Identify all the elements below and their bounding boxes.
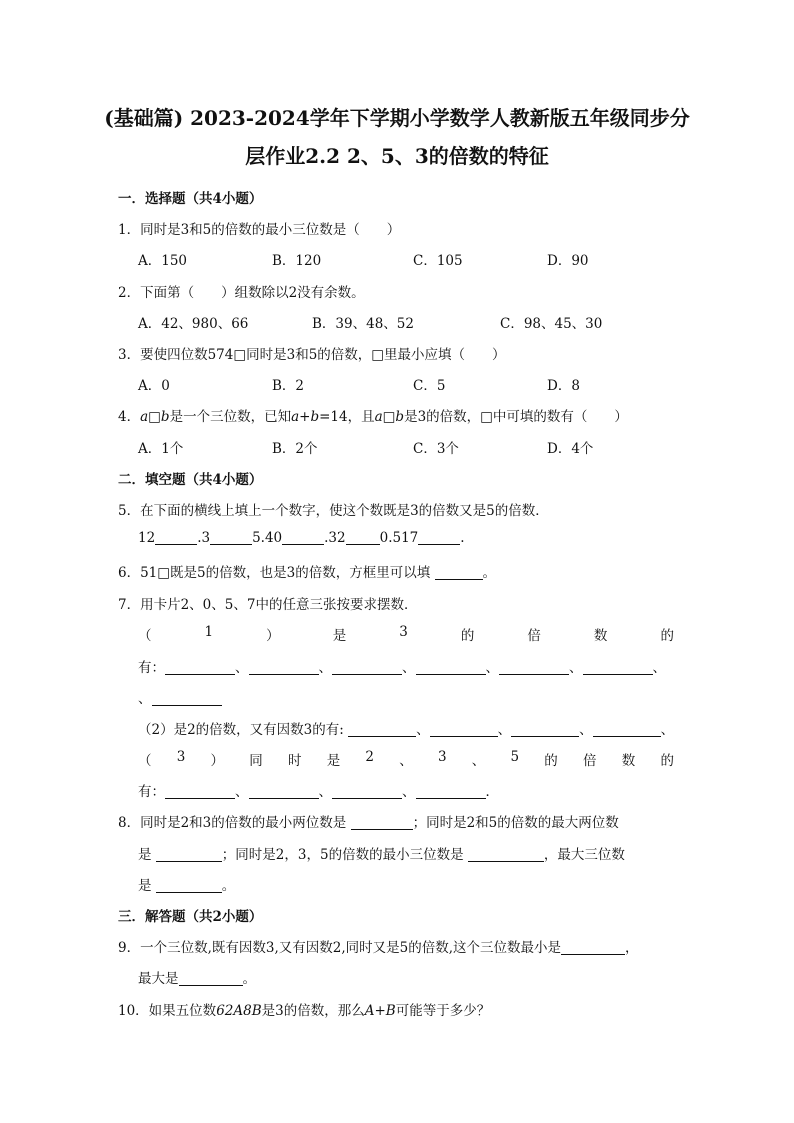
answer-blank[interactable] xyxy=(583,660,653,675)
option-a: A．1个 xyxy=(138,441,184,457)
answer-blank[interactable] xyxy=(416,660,486,675)
answer-blank[interactable] xyxy=(430,722,498,737)
option-d: D．90 xyxy=(547,253,589,269)
answer-blank[interactable] xyxy=(165,660,235,675)
answer-blank[interactable] xyxy=(416,784,486,799)
answer-blank[interactable] xyxy=(418,530,460,545)
answer-blank[interactable] xyxy=(332,784,402,799)
option-b: B．39、48、52 xyxy=(312,316,414,332)
question-3-options xyxy=(138,374,678,394)
question-7-part-1-overflow: 、 xyxy=(138,687,698,707)
answer-blank[interactable] xyxy=(165,784,235,799)
answer-blank[interactable] xyxy=(348,722,416,737)
answer-blank[interactable] xyxy=(155,530,197,545)
answer-blank[interactable] xyxy=(332,660,402,675)
option-c: C．105 xyxy=(413,253,463,269)
question-5-blanks: 12 .3 5.40 .32 0.517 . xyxy=(138,530,465,546)
option-d: D．4个 xyxy=(547,441,594,457)
question-3-stem: 3．要使四位数574□同时是3和5的倍数，□里最小应填（ ） xyxy=(118,347,506,363)
option-c: C．98、45、30 xyxy=(500,316,603,332)
question-6-stem: 6．51□既是5的倍数，也是3的倍数，方框里可以填 。 xyxy=(118,565,496,581)
answer-blank[interactable] xyxy=(351,815,413,830)
option-c: C．3个 xyxy=(413,441,459,457)
answer-blank[interactable] xyxy=(249,660,319,675)
question-7-part-1-line: （ 1 ） 是 3 的 倍 数 的 xyxy=(138,624,674,644)
title-line-1: (基础篇) 2023-2024学年下学期小学数学人教新版五年级同步分 xyxy=(104,106,690,130)
title-line-2: 层作业2.2 2、5、3的倍数的特征 xyxy=(245,144,549,168)
question-8-line-3: 是 。 xyxy=(138,878,236,894)
question-2-options xyxy=(138,312,678,332)
question-4-options xyxy=(138,437,678,457)
answer-blank[interactable] xyxy=(156,878,222,893)
question-7-part-3-line: （ 3 ） 同 时 是 2 、 3 、 5 的 倍 数 的 xyxy=(138,749,674,769)
question-9-line-1: 9．一个三位数,既有因数3,又有因数2,同时又是5的倍数,这个三位数最小是 ， xyxy=(118,940,639,956)
answer-blank[interactable] xyxy=(561,940,625,955)
option-a: A．0 xyxy=(138,378,170,394)
option-b: B．120 xyxy=(272,253,322,269)
section-heading-choice: 一．选择题（共4小题） xyxy=(118,191,263,207)
answer-blank[interactable] xyxy=(499,660,569,675)
question-8-line-2: 是 ；同时是2，3，5的倍数的最小三位数是 ，最大三位数 xyxy=(138,847,625,863)
question-7-part-1-blanks: 有： 、 、 、 、 、 、 xyxy=(138,660,666,676)
answer-blank[interactable] xyxy=(435,565,483,580)
option-b: B．2个 xyxy=(272,441,318,457)
question-1-stem: 1．同时是3和5的倍数的最小三位数是（ ） xyxy=(118,222,401,238)
question-7-part-3-blanks: 有： 、 、 、 ． xyxy=(138,784,499,800)
question-10-stem: 10．如果五位数62A8B是3的倍数，那么A+B可能等于多少？ xyxy=(118,1003,491,1019)
answer-blank[interactable] xyxy=(152,691,222,706)
question-2-stem: 2．下面第（ ）组数除以2没有余数。 xyxy=(118,285,365,301)
answer-blank[interactable] xyxy=(511,722,579,737)
answer-blank[interactable] xyxy=(282,530,324,545)
option-d: D．8 xyxy=(547,378,580,394)
option-c: C．5 xyxy=(413,378,446,394)
question-5-stem: 5．在下面的横线上填上一个数字，使这个数既是3的倍数又是5的倍数． xyxy=(118,503,549,519)
option-b: B．2 xyxy=(272,378,305,394)
answer-blank[interactable] xyxy=(249,784,319,799)
answer-blank[interactable] xyxy=(156,847,222,862)
section-heading-fill: 二．填空题（共4小题） xyxy=(118,472,263,488)
question-7-part-2: （2）是2的倍数，又有因数3的有: 、 、 、 、 xyxy=(138,722,675,738)
section-heading-solve: 三．解答题（共2小题） xyxy=(118,909,263,925)
answer-blank[interactable] xyxy=(179,971,243,986)
answer-blank[interactable] xyxy=(210,530,252,545)
question-1-options xyxy=(138,249,678,269)
option-a: A．150 xyxy=(138,253,188,269)
question-9-line-2: 最大是 。 xyxy=(138,971,256,987)
option-a: A．42、980、66 xyxy=(138,316,249,332)
question-4-stem: 4．a□b是一个三位数，已知a+b=14，且a□b是3的倍数，□中可填的数有（ ） xyxy=(118,409,628,425)
question-8-line-1: 8．同时是2和3的倍数的最小两位数是 ；同时是2和5的倍数的最大两位数 xyxy=(118,815,619,831)
answer-blank[interactable] xyxy=(346,530,380,545)
question-7-stem: 7．用卡片2、0、5、7中的任意三张按要求摆数． xyxy=(118,597,418,613)
answer-blank[interactable] xyxy=(468,847,544,862)
answer-blank[interactable] xyxy=(593,722,661,737)
